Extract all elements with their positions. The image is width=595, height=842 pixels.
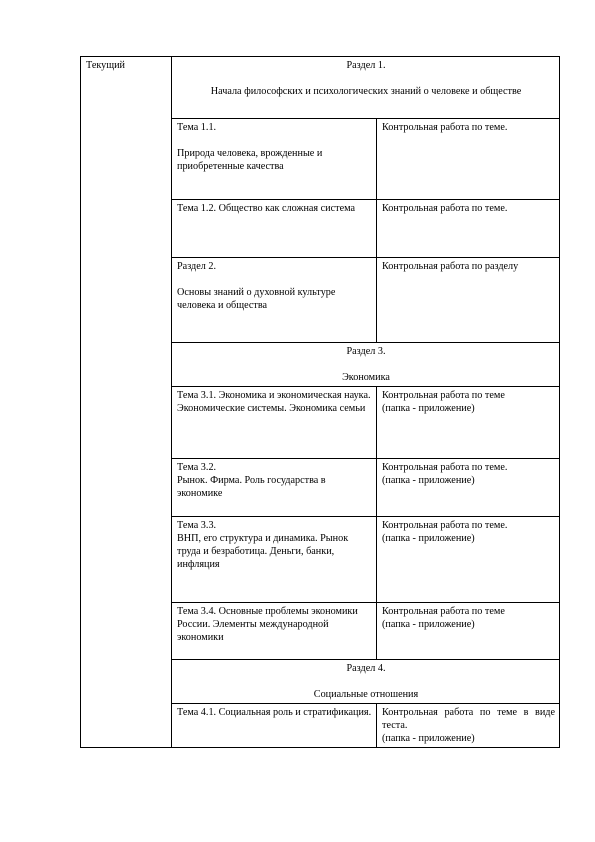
topic-1-1-cell xyxy=(172,119,377,200)
section-1-cell xyxy=(172,57,560,119)
topic-3-1-note: (папка - приложение) xyxy=(382,403,475,414)
topic-3-1-title: Тема 3.1. Экономика и экономическая наука. Экономические системы. Экономика семьи xyxy=(177,390,371,414)
section-2-assessment-cell xyxy=(377,258,560,343)
section-2-assessment: Контрольная работа по разделу xyxy=(382,261,519,272)
topic-1-2-assessment: Контрольная работа по теме. xyxy=(382,203,508,214)
topic-3-2-title: Тема 3.2. xyxy=(177,462,217,473)
topic-3-4-assessment-cell xyxy=(377,603,560,660)
topic-3-2-desc: Рынок. Фирма. Роль государства в экономике xyxy=(177,475,326,499)
topic-3-3-note: (папка - приложение) xyxy=(382,533,475,544)
topic-3-3-assessment: Контрольная работа по теме. xyxy=(382,520,508,531)
section-row-1 xyxy=(81,57,560,119)
section-3-heading: Раздел 3. xyxy=(346,346,386,357)
control-type-label: Текущий xyxy=(86,60,126,71)
topic-4-1-assessment-cell xyxy=(377,704,560,748)
topic-3-1-assessment: Контрольная работа по теме xyxy=(382,390,505,401)
section-3-cell xyxy=(172,343,560,387)
topic-3-1-cell xyxy=(172,387,377,459)
topic-3-2-assessment-cell xyxy=(377,459,560,517)
topic-3-4-title: Тема 3.4. Основные проблемы экономики России. Элементы международной экономики xyxy=(177,606,358,643)
topic-3-2-assessment: Контрольная работа по теме. xyxy=(382,462,508,473)
topic-3-4-assessment: Контрольная работа по теме xyxy=(382,606,505,617)
topic-3-3-desc: ВНП, его структура и динамика. Рынок труда и безработица. Деньги, банки, инфляция xyxy=(177,533,349,570)
section-2-heading: Раздел 2. xyxy=(177,261,217,272)
topic-4-1-title: Тема 4.1. Социальная роль и стратификация. xyxy=(177,707,372,718)
topic-1-1-assessment-cell xyxy=(377,119,560,200)
section-4-title: Социальные отношения xyxy=(313,689,419,700)
control-type-cell xyxy=(81,57,172,748)
section-1-title: Начала философских и психологических знаний о человеке и обществе xyxy=(210,86,522,97)
topic-1-2-title: Тема 1.2. Общество как сложная система xyxy=(177,203,356,214)
topic-1-1-assessment: Контрольная работа по теме. xyxy=(382,122,508,133)
topic-4-1-cell xyxy=(172,704,377,748)
section-3-title: Экономика xyxy=(342,372,390,383)
topic-3-3-title: Тема 3.3. xyxy=(177,520,217,531)
section-1-heading: Раздел 1. xyxy=(346,60,386,71)
curriculum-table xyxy=(80,56,560,748)
topic-3-2-note: (папка - приложение) xyxy=(382,475,475,486)
section-2-title: Основы знаний о духовной культуре человека и общества xyxy=(177,287,336,311)
topic-1-2-cell xyxy=(172,200,377,258)
topic-3-4-note: (папка - приложение) xyxy=(382,619,475,630)
topic-3-1-assessment-cell xyxy=(377,387,560,459)
topic-3-3-cell xyxy=(172,517,377,603)
section-2-cell xyxy=(172,258,377,343)
topic-1-1-title: Тема 1.1. xyxy=(177,122,217,133)
section-4-heading: Раздел 4. xyxy=(346,663,386,674)
topic-1-2-assessment-cell xyxy=(377,200,560,258)
topic-3-4-cell xyxy=(172,603,377,660)
topic-3-3-assessment-cell xyxy=(377,517,560,603)
topic-4-1-note: (папка - приложение) xyxy=(382,733,475,744)
topic-4-1-assessment: Контрольная работа по теме в виде теста. xyxy=(382,707,555,731)
topic-3-2-cell xyxy=(172,459,377,517)
section-4-cell xyxy=(172,660,560,704)
topic-1-1-desc: Природа человека, врожденные и приобретенные качества xyxy=(177,148,323,172)
